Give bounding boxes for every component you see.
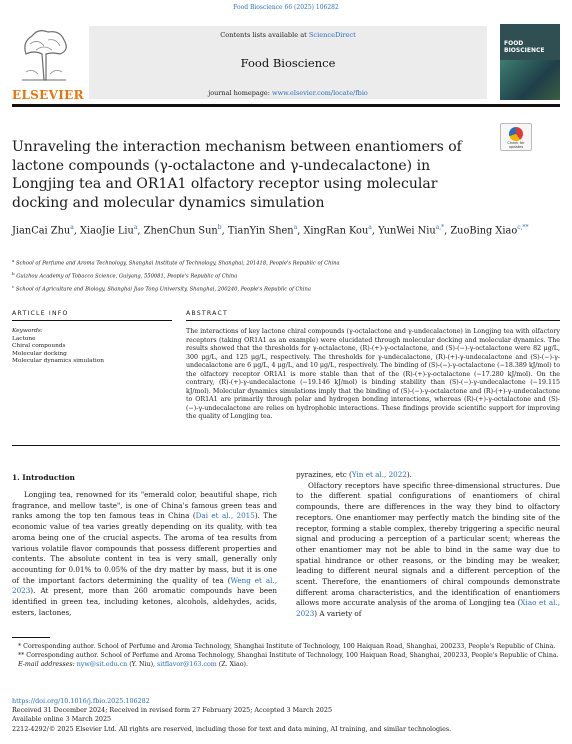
- article-title: Unraveling the interaction mechanism between enantiomers of lactone compounds (γ-octalactone and γ-undecalactone) in Longjing tea and OR1A1 olfactory receptor using molecular docking and molecular dynamics simulation: [12, 139, 462, 211]
- article-metadata: [12, 697, 560, 734]
- author-affil-link[interactable]: a: [70, 224, 74, 231]
- citation-link[interactable]: Dai et al., 2015: [195, 511, 255, 521]
- journal-banner: [89, 26, 487, 99]
- journal-cover-image[interactable]: [500, 24, 560, 100]
- journal-header: [12, 22, 560, 102]
- citation-link[interactable]: Weng et al., 2023: [12, 575, 277, 596]
- abstract-heading: ABSTRACT: [186, 310, 228, 317]
- contents-available-line: [89, 31, 487, 39]
- publisher-name: ELSEVIER: [12, 88, 84, 102]
- text-run: Olfactory receptors have specific three-dimensional structures. Due to the different spatial configurations of enantiomers of chiral compounds, there are differences in the way they bind to olfactory receptors. One enantiomer may perfectly match the binding site of the receptor, forming a stable complex, thereby triggering a specific neural signal and producing a perception of a particular scent; whereas the other enantiomer may not be able to bind in the same way due to spatial hindrance or other reasons, or the binding may be weaker, leading to different neural signals and a different perception of the scent. Therefore, the enantiomers of chiral compounds demonstrate different aroma characteristics, and the identification of enantiomers allows more accurate analysis of the aroma of Longjing tea (: [296, 480, 560, 608]
- check-updates-line-2: updates: [508, 145, 524, 149]
- doi-link[interactable]: https://doi.org/10.1016/j.fbio.2025.106282: [12, 697, 150, 705]
- copyright-line: 2212-4292/© 2025 Elsevier Ltd. All rights are reserved, including those for text and data mining, AI training, and similar technologies.: [12, 724, 452, 733]
- intro-paragraph-2: [296, 481, 560, 620]
- text-run: ). The economic value of tea varies greatly depending on its quality, with tea aroma being one of the crucial aspects. The aroma of tea results from various volatile flavor compounds that possess different properties and contents. The absolute content in tea is very small, generally only accounting for 0.01% to 0.05% of the dry matter by mass, but it is one of the important factors determining the quality of tea (: [12, 511, 277, 585]
- text-run: (Z. Xiao).: [216, 661, 248, 669]
- citation-link[interactable]: Xiao et al., 2023: [296, 598, 560, 619]
- journal-homepage-line: [89, 89, 487, 97]
- elsevier-tree-icon: [12, 24, 76, 84]
- received-dates: Received 31 December 2024; Received in revised form 27 February 2025; Accepted 3 March 2025: [12, 706, 333, 715]
- author-affil-link[interactable]: a: [133, 224, 138, 231]
- intro-continuation: [296, 470, 560, 481]
- email-link[interactable]: sitflavor@163.com: [157, 661, 217, 669]
- author-affil-link[interactable]: a: [293, 224, 298, 231]
- affiliation-text: Guizhou Academy of Tobacco Science, Guiyang, 550081, People's Republic of China: [16, 273, 238, 280]
- right-column: [296, 470, 560, 620]
- check-for-updates-button[interactable]: [500, 123, 532, 151]
- cover-title-line-1: FOOD: [504, 40, 524, 47]
- sciencedirect-link[interactable]: ScienceDirect: [308, 31, 356, 39]
- affiliation-item: [12, 256, 560, 269]
- affiliation-item: [12, 269, 560, 282]
- cover-artwork: [500, 60, 560, 100]
- header-divider: [12, 104, 560, 107]
- article-info-heading: ARTICLE INFO: [12, 310, 69, 317]
- affiliation-marker: a: [12, 258, 15, 263]
- author: ZuoBing Xiao: [450, 225, 518, 237]
- abstract-text: The interactions of key lactone chiral compounds (γ-octalactone and γ-undecalactone) in Longjing tea with olfactory receptors (taking OR1A1 as an example) were elucidated through molecular docking and molecular dynamics. The results showed that the thresholds for γ-octalactone, (R)-(+)-γ-octalactone, and (S)-(−)-γ-octalactone were 82 μg/L, 300 μg/L, and 125 μg/L, respectively. The thresholds for γ-undecalactone, (R)-(+)-γ-undecalactone and (S)-(−)-γ-undecalactone are 6 μg/L, 4 μg/L, and 10 μg/L, respectively. The binding of (S)-(−)-γ-octalactone (−18.389 kJ/mol) to the olfactory receptor OR1A1 is more stable than that of the (R)-(+)-γ-octalactone (−17.280 kJ/mol). On the contrary, (R)-(+)-γ-undecalactone (−19.146 kJ/mol) is binding stability than (S)-(−)-γ-undecalactone (−19.115 kJ/mol). Molecular dynamics simulations imply that the binding of (S)-(−)-γ-octalactone and (R)-(+)-γ-undecalactone to OR1A1 are primarily through polar and hydrogen bonding interactions, whereas (R)-(+)-γ-octalactone and (S)-(−)-γ-undecalactone are relies on hydrophobic interactions. These findings provide scientific support for improving the quality of Longjing tea.: [186, 328, 560, 420]
- article-info-rule: [12, 320, 172, 321]
- abstract-rule: [186, 320, 560, 321]
- affiliations: [12, 256, 560, 295]
- affiliation-marker: b: [12, 271, 15, 277]
- footnote-corresponding-1: * Corresponding author. School of Perfume and Aroma Technology, Shanghai Institute of Technology, 100 Haiquan Road, Shanghai, 200233, People's Republic of China.: [18, 643, 556, 650]
- check-updates-line-1: Check for: [507, 141, 525, 145]
- footnote-emails: [12, 660, 560, 669]
- text-run: (Y. Niu),: [127, 661, 158, 669]
- author: ZhenChun Sun: [143, 225, 218, 237]
- contents-prefix: Contents lists available at: [220, 31, 309, 39]
- introduction-heading: 1. Introduction: [12, 473, 75, 482]
- affiliation-text: School of Agriculture and Biology, Shanghai Jiao Tong University, Shanghai, 200240, People's Republic of China: [15, 287, 311, 294]
- email-label: E-mail addresses:: [18, 661, 77, 669]
- keyword: Molecular docking: [12, 350, 67, 357]
- author-affil-link[interactable]: a,*: [435, 224, 445, 231]
- left-column: [12, 490, 277, 618]
- homepage-prefix: journal homepage:: [208, 89, 273, 97]
- footnote-corresponding-2: ** Corresponding author. School of Perfume and Aroma Technology, Shanghai Institute of Technology, 100 Haiquan Road, Shanghai, 200233, People's Republic of China.: [18, 652, 559, 660]
- text-run: pyrazines, etc (: [296, 470, 352, 479]
- affiliation-text: School of Perfume and Aroma Technology, Shanghai Institute of Technology, Shanghai, 201418, People's Republic of China: [16, 260, 340, 267]
- keyword: Molecular dynamics simulation: [12, 358, 104, 364]
- cover-title-line-2: BIOSCIENCE: [504, 47, 545, 54]
- text-run: ).: [406, 470, 412, 479]
- journal-homepage-link[interactable]: www.elsevier.com/locate/fbio: [272, 89, 368, 97]
- keyword: Chiral compounds: [12, 343, 66, 349]
- author-affil-link[interactable]: a: [368, 224, 372, 231]
- footnote-rule: [12, 637, 50, 638]
- author: XiaoJie Liu: [80, 225, 134, 237]
- author: JianCai Zhu: [12, 225, 71, 237]
- affiliation-marker: c: [12, 284, 15, 290]
- citation-link[interactable]: Yin et al., 2022: [351, 470, 407, 479]
- affiliation-item: [12, 282, 560, 295]
- author-list: JianCai Zhu$^a$, XiaoJie Liu$^a$, ZhenChun Sun$^b$, TianYin Shen$^a$, XingRan Kou$^a$, YunWei Niu$^{a,*}$, ZuoBing Xiao$^{c,**}$: [12, 224, 529, 237]
- author-affil-link[interactable]: c,**: [517, 224, 529, 231]
- keyword: Lactone: [12, 335, 36, 342]
- cover-title: [504, 40, 545, 54]
- elsevier-logo[interactable]: [12, 24, 84, 102]
- journal-name: Food Bioscience: [240, 56, 336, 70]
- text-run: ) A variety of: [314, 609, 362, 619]
- intro-paragraph-1: [12, 490, 277, 618]
- author: XingRan Kou: [303, 225, 369, 237]
- author: TianYin Shen: [227, 225, 294, 237]
- text-run: Longjing tea, renowned for its "emerald color, beautiful shape, rich fragrance, and mellow taste", is one of China's famous green teas and ranks among the top ten famous teas in China (: [12, 490, 277, 521]
- available-online: Available online 3 March 2025: [12, 715, 112, 724]
- journal-citation-link[interactable]: Food Bioscience 66 (2025) 106282: [233, 4, 339, 11]
- check-updates-icon: [509, 127, 523, 141]
- abstract-bottom-rule: [12, 445, 560, 446]
- email-link[interactable]: nyw@sit.edu.cn: [76, 661, 128, 669]
- keywords-label: Keywords:: [12, 328, 43, 334]
- text-run: ). At present, more than 260 aromatic compounds have been identified in green tea, including ketones, alcohols, aldehydes, acids, esters, lactones,: [12, 586, 277, 617]
- author-affil-link[interactable]: b: [217, 224, 222, 231]
- footnotes: [12, 642, 560, 670]
- author: YunWei Niu: [378, 225, 436, 237]
- keywords-block: [12, 328, 172, 366]
